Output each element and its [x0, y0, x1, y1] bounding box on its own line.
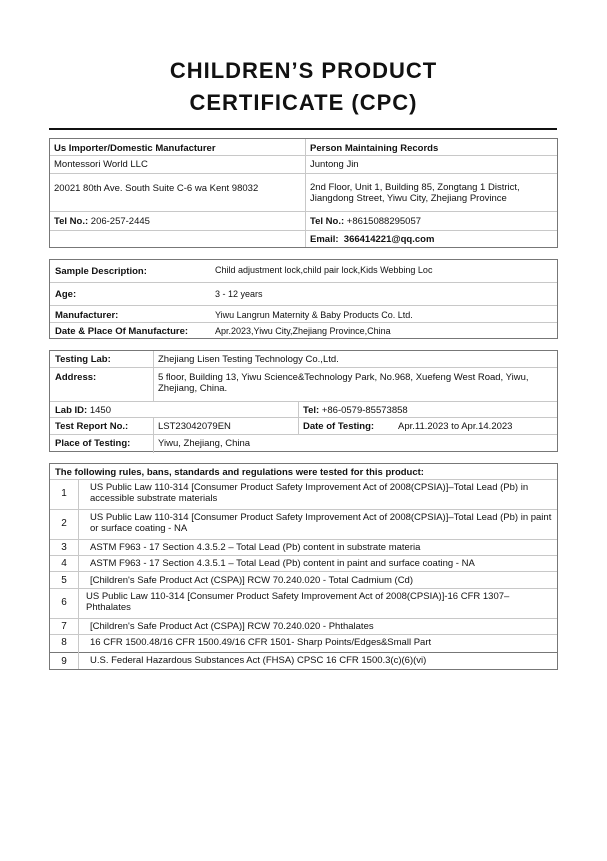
records-email-row [310, 234, 434, 245]
sample-age: 3 - 12 years [215, 289, 263, 299]
records-tel-label: Tel No.: [310, 216, 345, 227]
sample-age-label: Age: [55, 289, 77, 300]
importer-tel-row [54, 216, 150, 227]
title-line-1: CHILDREN’S PRODUCT [169, 58, 438, 83]
lab-address: 5 floor, Building 13, Yiwu Science&Technology Park, No.968, Xuefeng West Road, Yiwu, Zhejiang, China. [158, 372, 529, 394]
rule-text: [Children's Safe Product Act (CSPA)] RCW 70.240.020 - Phthalates [90, 621, 374, 632]
lab-address-label: Address: [55, 372, 97, 383]
sample-desc-label: Sample Description: [55, 266, 147, 277]
lab-tel: +86-0579-85573858 [321, 405, 408, 416]
rule-text: 16 CFR 1500.48/16 CFR 1500.49/16 CFR 1501- Sharp Points/Edges&Small Part [90, 637, 432, 648]
importer-address: 20021 80th Ave. South Suite C-6 wa Kent 98032 [54, 183, 259, 194]
lab-tel-label: Tel: [303, 405, 320, 416]
testing-lab-section [49, 350, 558, 452]
records-email-label: Email: [310, 234, 339, 245]
date-testing-label: Date of Testing: [303, 421, 375, 432]
title-rule [49, 128, 557, 130]
rule-number: 3 [61, 542, 67, 553]
lab-id: 1450 [89, 405, 111, 416]
sample-date: Apr.2023,Yiwu City,Zhejiang Province,China [215, 326, 391, 336]
sample-mfr-label: Manufacturer: [55, 310, 119, 321]
records-tel-row [310, 216, 421, 227]
lab-id-row [55, 405, 111, 416]
importer-tel: 206-257-2445 [90, 216, 150, 227]
importer-name: Montessori World LLC [54, 159, 148, 170]
lab-name: Zhejiang Lisen Testing Technology Co.,Ltd. [158, 354, 339, 365]
records-address: 2nd Floor, Unit 1, Building 85, Zongtang 1 District, Jiangdong Street, Yiwu City, Zhejiang Province [310, 182, 520, 204]
rule-text: ASTM F963 - 17 Section 4.3.5.2 – Total Lead (Pb) content in substrate materia [90, 542, 421, 553]
report-no-label: Test Report No.: [55, 421, 129, 432]
sample-section [49, 259, 558, 339]
rule-text: US Public Law 110-314 [Consumer Product Safety Improvement Act of 2008(CPSIA)]–Total Lead (Pb) in paint or surface coating - NA [90, 512, 552, 534]
sample-desc: Child adjustment lock,child pair lock,Kids Webbing Loc [215, 265, 433, 275]
rule-text: ASTM F963 - 17 Section 4.3.5.1 – Total Lead (Pb) content in paint and surface coating - NA [90, 558, 475, 569]
lab-name-label: Testing Lab: [55, 354, 111, 365]
rule-text: U.S. Federal Hazardous Substances Act (FHSA) CPSC 16 CFR 1500.3(c)(6)(vi) [90, 655, 427, 666]
rule-number: 8 [61, 637, 67, 648]
title-line-2: CERTIFICATE (CPC) [189, 90, 418, 115]
rule-number: 4 [61, 558, 67, 569]
records-name: Juntong Jin [310, 159, 359, 170]
records-label: Person Maintaining Records [310, 143, 439, 154]
importer-tel-label: Tel No.: [54, 216, 89, 227]
rule-number: 6 [61, 597, 67, 608]
rules-last-row [49, 652, 558, 670]
place-testing-label: Place of Testing: [55, 438, 131, 449]
rule-number: 5 [61, 575, 67, 586]
records-email: 366414221@qq.com [343, 234, 435, 245]
place-testing: Yiwu, Zhejiang, China [158, 438, 251, 449]
date-testing: Apr.11.2023 to Apr.14.2023 [398, 421, 513, 432]
rule-text: [Children's Safe Product Act (CSPA)] RCW 70.240.020 - Total Cadmium (Cd) [90, 575, 414, 586]
importer-records-section [49, 138, 558, 248]
rule-number: 7 [61, 621, 67, 632]
rules-section [49, 463, 558, 653]
rule-number: 2 [61, 518, 67, 529]
rule-number: 1 [61, 488, 67, 499]
rule-text: US Public Law 110-314 [Consumer Product Safety Improvement Act of 2008(CPSIA)]-16 CFR 1307– Phthalates [86, 591, 510, 613]
lab-id-label: Lab ID: [55, 405, 88, 416]
importer-label: Us Importer/Domestic Manufacturer [54, 143, 216, 154]
rule-text: US Public Law 110-314 [Consumer Product Safety Improvement Act of 2008(CPSIA)]–Total Lead (Pb) in accessible substrate materials [90, 482, 529, 504]
sample-date-label: Date & Place Of Manufacture: [55, 326, 189, 337]
report-no: LST23042079EN [158, 421, 231, 432]
rule-number: 9 [61, 656, 67, 667]
lab-tel-row [303, 405, 408, 416]
rules-header: The following rules, bans, standards and regulations were tested for this product: [55, 467, 424, 478]
records-tel: +8615088295057 [346, 216, 422, 227]
sample-mfr: Yiwu Langrun Maternity & Baby Products Co. Ltd. [215, 310, 413, 320]
